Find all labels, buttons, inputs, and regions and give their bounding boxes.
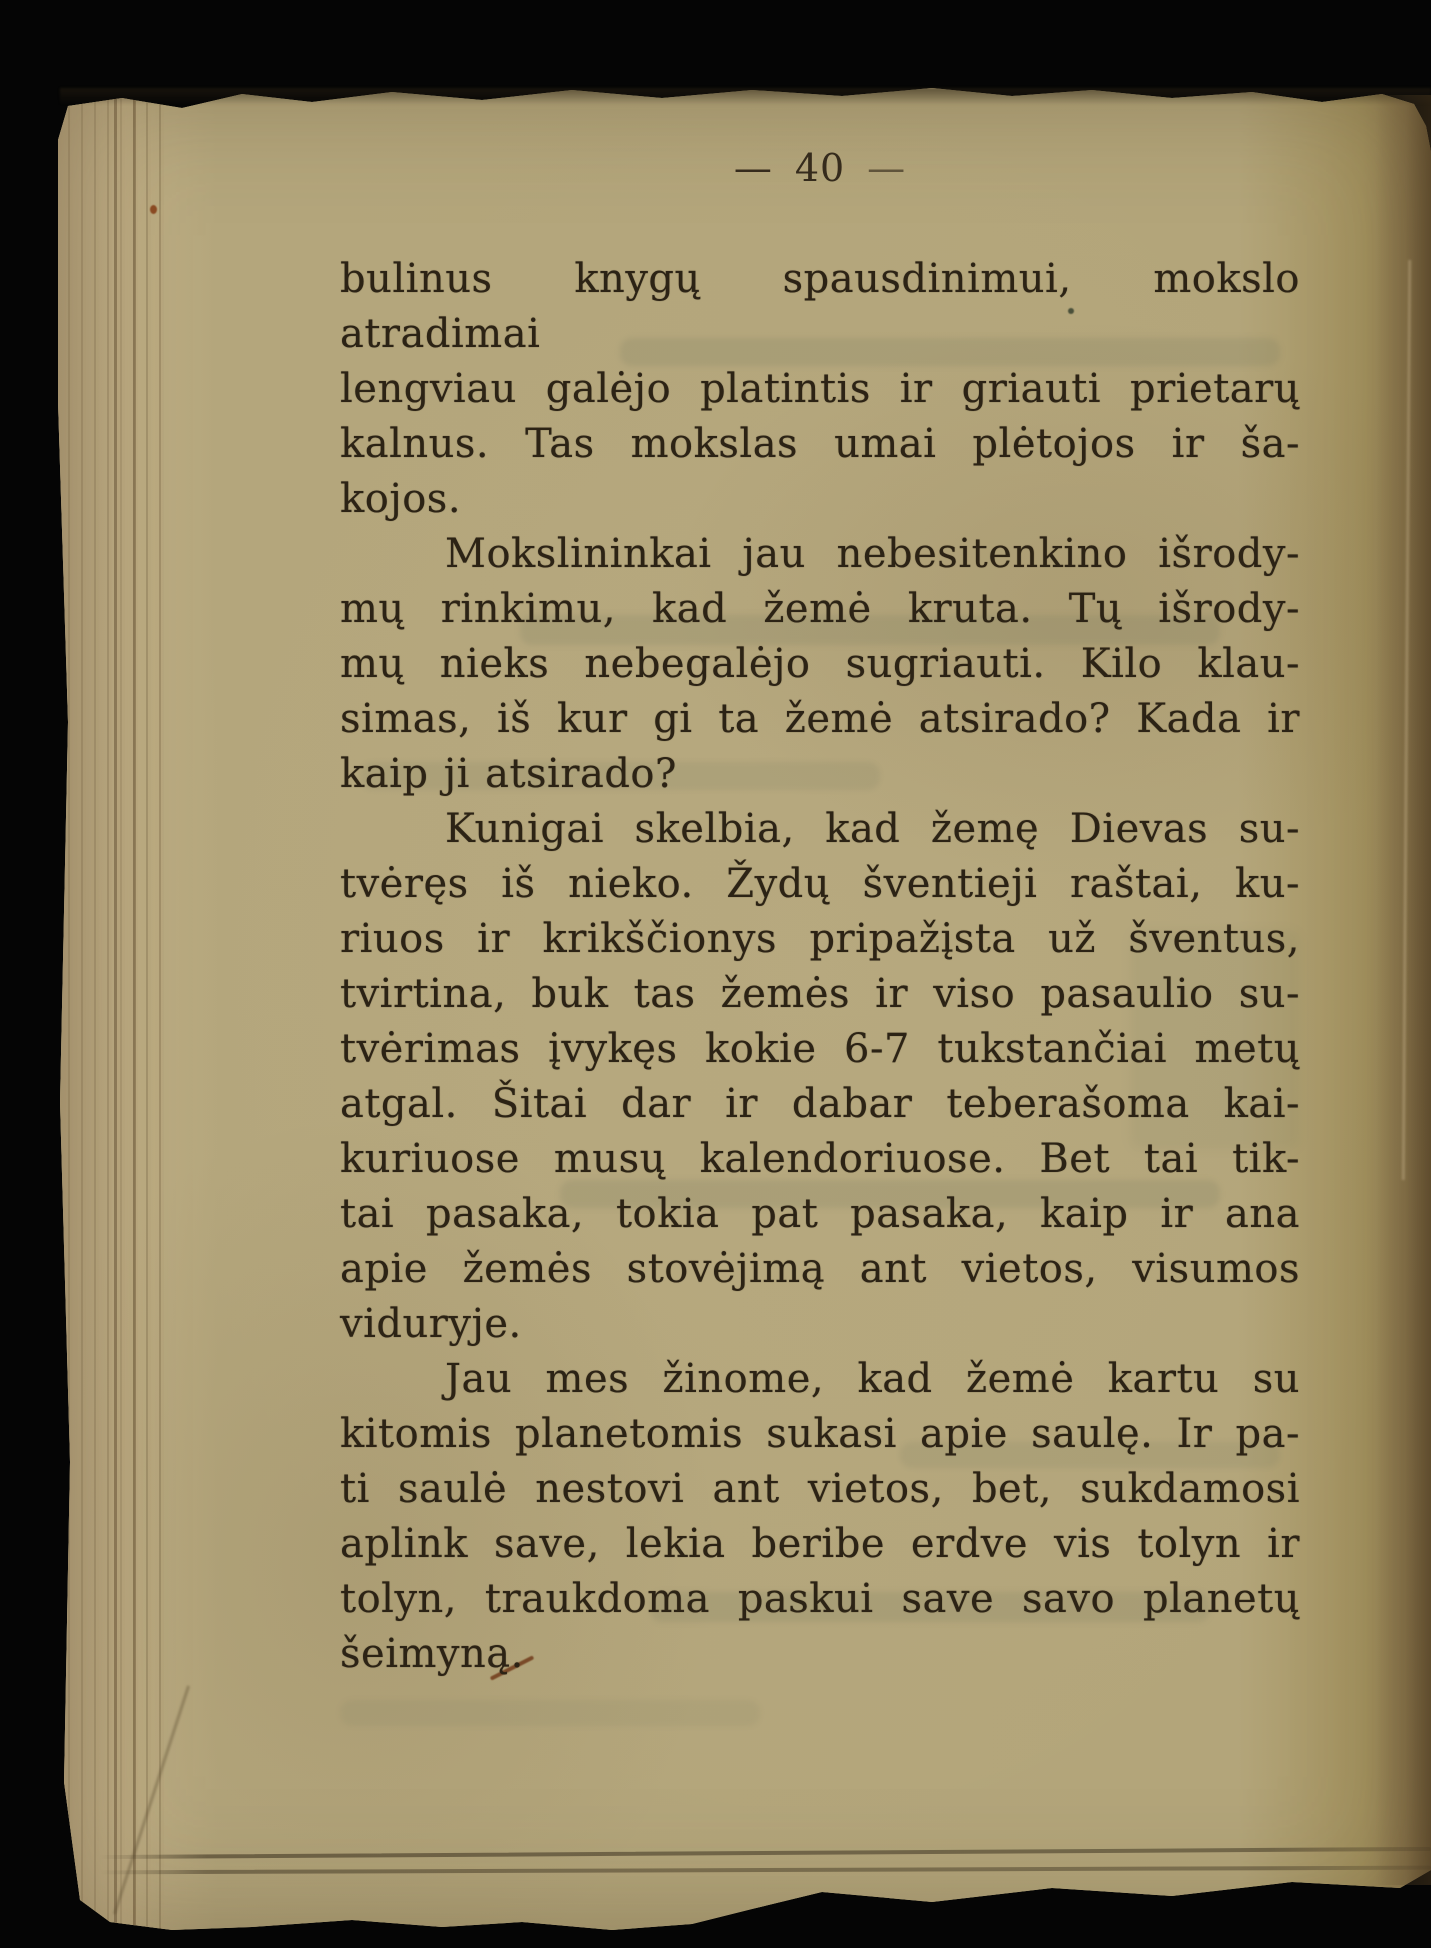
text-line: kitomis planetomis sukasi apie saulę. Ir pa- [340, 1411, 1300, 1457]
folio-number: 40 [794, 146, 846, 190]
show-through-smudge [340, 1700, 760, 1726]
text-line: Kunigai skelbia, kad žemę Dievas su- [445, 806, 1300, 852]
text-line: tvirtina, buk tas žemės ir viso pasaulio su- [340, 971, 1300, 1017]
folio-dash-left: — [733, 146, 773, 190]
text-line: kalnus. Tas mokslas umai plėtojos ir ša- [340, 421, 1300, 467]
top-edge-shadow [60, 88, 1431, 105]
text-line: aplink save, lekia beribe erdve vis tolyn ir [340, 1521, 1300, 1567]
paper-speck [150, 205, 157, 214]
body-text [340, 252, 1300, 1682]
text-line: tai pasaka, tokia pat pasaka, kaip ir ana [340, 1191, 1300, 1237]
text-line: Mokslininkai jau nebesitenkino išrody- [445, 531, 1300, 577]
spine-page-edges [52, 82, 164, 1930]
text-line: tolyn, traukdoma paskui save savo planetų [340, 1576, 1300, 1622]
text-line: ti saulė nestovi ant vietos, bet, sukdamosi [340, 1466, 1300, 1512]
page-number [340, 146, 1300, 190]
text-line: šeimyną. [340, 1631, 524, 1677]
spine-crease-lines [114, 82, 136, 1930]
text-line: lengviau galėjo platintis ir griauti prietarų [340, 366, 1300, 412]
text-line: tvėręs iš nieko. Žydų šventieji raštai, ku- [340, 861, 1300, 907]
text-line: simas, iš kur gi ta žemė atsirado? Kada ir [340, 696, 1300, 742]
text-line: kuriuose musų kalendoriuose. Bet tai tik- [340, 1136, 1300, 1182]
text-line: mų nieks nebegalėjo sugriauti. Kilo klau- [340, 641, 1300, 687]
text-line: viduryje. [340, 1301, 522, 1347]
text-line: riuos ir krikščionys pripažįsta už šventus, [340, 916, 1300, 962]
text-line: kojos. [340, 476, 462, 522]
text-line: atgal. Šitai dar ir dabar teberašoma kai- [340, 1081, 1300, 1127]
text-line: apie žemės stovėjimą ant vietos, visumos [340, 1246, 1300, 1292]
text-line: mų rinkimu, kad žemė kruta. Tų išrody- [340, 586, 1300, 632]
folio-dash-right: — [867, 146, 907, 190]
text-line: tvėrimas įvykęs kokie 6-7 tukstančiai metų [340, 1026, 1300, 1072]
text-line: bulinus knygų spausdinimui, mokslo atradimai [340, 256, 1300, 357]
text-line: kaip ji atsirado? [340, 751, 677, 797]
text-line: Jau mes žinome, kad žemė kartu su [445, 1356, 1300, 1402]
